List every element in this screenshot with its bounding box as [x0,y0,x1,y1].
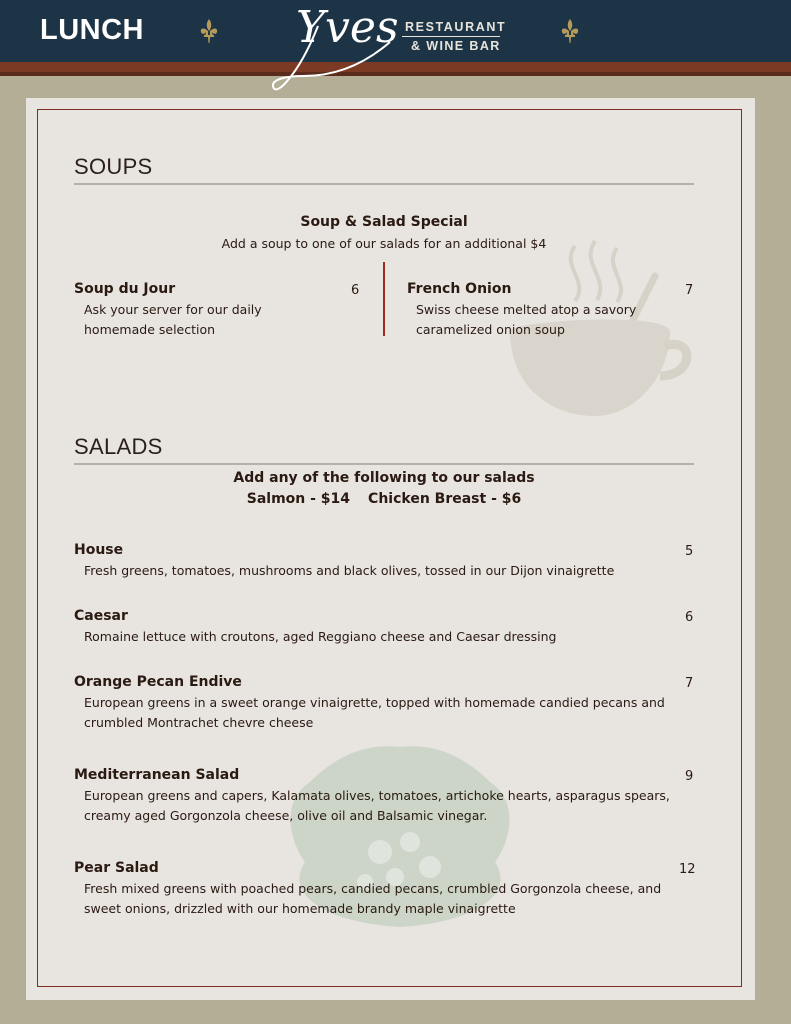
section-title-soups: SOUPS [74,154,153,179]
menu-item-name: Soup du Jour [74,281,176,297]
column-divider [383,262,385,336]
menu-item-name: Pear Salad [74,860,159,876]
logo-script: Yves [296,2,399,53]
salad-addon-options [74,491,694,507]
section-rule [74,463,694,465]
soup-special-title: Soup & Salad Special [300,214,468,230]
salad-addon-title: Add any of the following to our salads [233,470,535,486]
menu-item-price: 6 [351,283,360,298]
menu-item-price: 7 [685,676,694,691]
menu-item-name: Caesar [74,608,128,624]
menu-title: LUNCH [40,14,144,46]
logo-rule [402,36,500,37]
fleur-de-lis-icon [560,18,580,44]
section-rule [74,183,694,185]
menu-item-desc: European greens and capers, Kalamata olives, tomatoes, artichoke hearts, asparagus spears, creamy aged Gorgonzola cheese, olive oil and Balsamic vinegar. [84,788,670,823]
menu-item-desc: Romaine lettuce with croutons, aged Reggiano cheese and Caesar dressing [84,629,557,644]
menu-item-desc: Swiss cheese melted atop a savory caramelized onion soup [416,302,637,337]
menu-item-name: Mediterranean Salad [74,767,240,783]
menu-item-name: French Onion [407,281,512,297]
menu-item-desc: European greens in a sweet orange vinaigrette, topped with homemade candied pecans and crumbled Montrachet chevre cheese [84,695,665,730]
menu-item-desc: Fresh mixed greens with poached pears, candied pecans, crumbled Gorgonzola cheese, and sweet onions, drizzled with our homemade brandy maple vinaigrette [84,881,662,916]
section-title-salads: SALADS [74,434,163,459]
menu-item-desc: Ask your server for our daily homemade selection [84,302,262,337]
menu-item-price: 7 [685,283,694,298]
menu-item-price: 12 [679,862,696,877]
menu-item-price: 6 [685,610,694,625]
menu-item-price: 9 [685,769,694,784]
soup-special-desc: Add a soup to one of our salads for an additional $4 [221,236,547,251]
logo-wine-bar: & WINE BAR [411,39,501,53]
menu-item-desc: Fresh greens, tomatoes, mushrooms and black olives, tossed in our Dijon vinaigrette [84,563,615,578]
addon-salmon: Salmon - $14 [246,491,351,507]
menu-item-name: Orange Pecan Endive [74,674,242,690]
menu-item-price: 5 [685,544,694,559]
fleur-de-lis-icon [199,18,219,44]
addon-chicken: Chicken Breast - $6 [368,491,522,507]
menu-item-name: House [74,542,124,558]
logo-restaurant: RESTAURANT [405,20,507,34]
